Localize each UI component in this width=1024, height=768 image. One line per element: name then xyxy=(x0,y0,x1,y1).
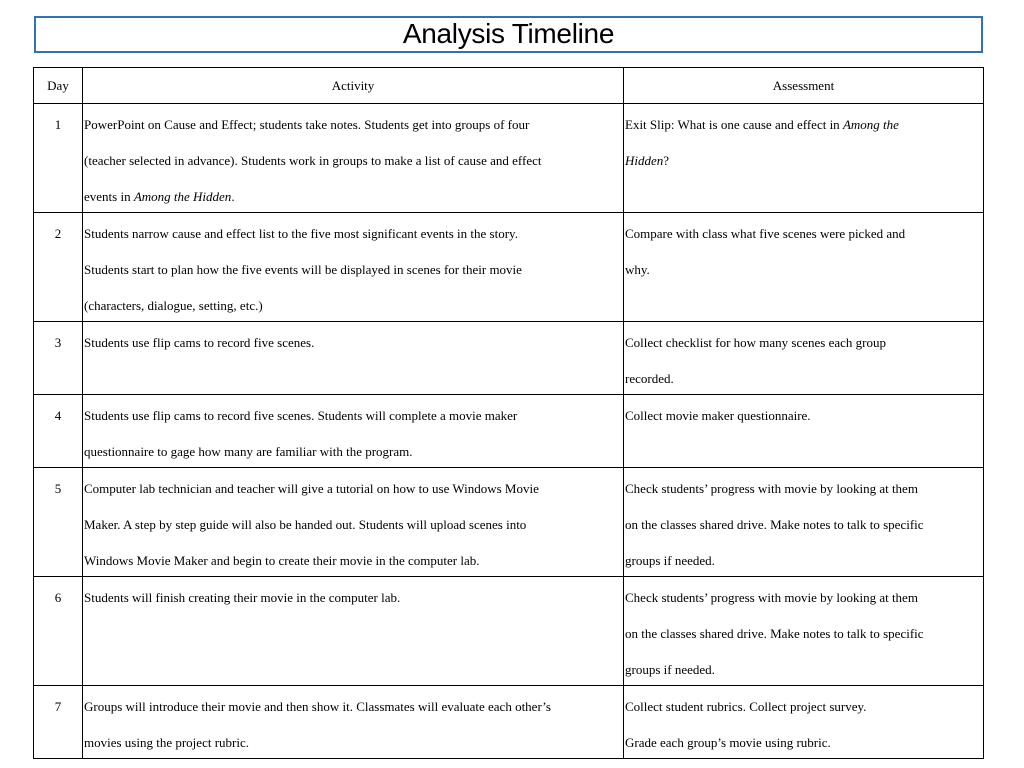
assessment-cell xyxy=(624,104,984,213)
activity-line: Groups will introduce their movie and then show it. Classmates will evaluate each other’s xyxy=(84,699,551,714)
day-number: 6 xyxy=(54,590,62,605)
activity-line xyxy=(84,179,622,215)
assessment-line: on the classes shared drive. Make notes to talk to specific xyxy=(625,626,924,641)
table-row xyxy=(34,104,984,213)
assessment-cell xyxy=(624,577,984,686)
table-row xyxy=(34,686,984,759)
assessment-line: Compare with class what five scenes were picked and xyxy=(625,226,906,241)
day-number: 7 xyxy=(54,699,62,714)
assessment-line: why. xyxy=(625,262,650,277)
assessment-line: Collect student rubrics. Collect project survey. xyxy=(625,699,867,714)
activity-line: Students use flip cams to record five scenes. Students will complete a movie maker xyxy=(84,408,518,423)
day-number: 5 xyxy=(54,481,62,496)
table-row xyxy=(34,577,984,686)
activity-line: (characters, dialogue, setting, etc.) xyxy=(84,298,263,313)
timeline-table xyxy=(33,67,984,759)
activity-line: Students narrow cause and effect list to the five most significant events in the story. xyxy=(84,226,518,241)
book-title: Among the xyxy=(842,117,899,132)
day-number: 4 xyxy=(54,408,62,423)
assessment-line: groups if needed. xyxy=(625,553,715,568)
activity-text: . xyxy=(231,189,235,204)
header-activity: Activity xyxy=(83,68,624,104)
assessment-text: Exit Slip: What is one cause and effect in xyxy=(625,117,843,132)
assessment-line: Grade each group’s movie using rubric. xyxy=(625,735,831,750)
header-assessment: Assessment xyxy=(624,68,984,104)
assessment-cell xyxy=(624,322,984,395)
activity-line: movies using the project rubric. xyxy=(84,735,249,750)
activity-text: events in xyxy=(84,189,134,204)
activity-line: Students use flip cams to record five scenes. xyxy=(84,335,315,350)
assessment-cell xyxy=(624,213,984,322)
assessment-line: on the classes shared drive. Make notes to talk to specific xyxy=(625,517,924,532)
assessment-line: Check students’ progress with movie by looking at them xyxy=(625,481,918,496)
table-row xyxy=(34,322,984,395)
activity-line: Windows Movie Maker and begin to create their movie in the computer lab. xyxy=(84,553,480,568)
activity-line: Maker. A step by step guide will also be handed out. Students will upload scenes into xyxy=(84,517,527,532)
activity-cell xyxy=(83,395,624,468)
day-number: 1 xyxy=(54,117,62,132)
day-number: 3 xyxy=(54,335,62,350)
activity-line: (teacher selected in advance). Students work in groups to make a list of cause and effect xyxy=(84,153,542,168)
activity-cell xyxy=(83,686,624,759)
table-row xyxy=(34,395,984,468)
activity-cell xyxy=(83,577,624,686)
page-title: Analysis Timeline xyxy=(402,18,615,49)
activity-cell xyxy=(83,468,624,577)
assessment-line: groups if needed. xyxy=(625,662,715,677)
day-number: 2 xyxy=(54,226,62,241)
assessment-cell xyxy=(624,686,984,759)
assessment-line: Collect checklist for how many scenes each group xyxy=(625,335,886,350)
book-title: Among the Hidden xyxy=(133,189,232,204)
activity-cell xyxy=(83,213,624,322)
table-header-row xyxy=(34,68,984,104)
activity-line: PowerPoint on Cause and Effect; students take notes. Students get into groups of four xyxy=(84,117,530,132)
activity-cell xyxy=(83,104,624,213)
header-day: Day xyxy=(34,68,83,104)
table-row xyxy=(34,468,984,577)
book-title: Hidden xyxy=(625,153,664,168)
activity-line: Students will finish creating their movie in the computer lab. xyxy=(84,590,401,605)
assessment-line xyxy=(625,143,982,179)
assessment-line: Collect movie maker questionnaire. xyxy=(625,408,811,423)
assessment-line: Check students’ progress with movie by looking at them xyxy=(625,590,918,605)
assessment-line: recorded. xyxy=(625,371,674,386)
table-row xyxy=(34,213,984,322)
title-banner xyxy=(34,16,983,53)
activity-cell xyxy=(83,322,624,395)
activity-line: Students start to plan how the five events will be displayed in scenes for their movie xyxy=(84,262,522,277)
activity-line: Computer lab technician and teacher will give a tutorial on how to use Windows Movie xyxy=(84,481,539,496)
assessment-line xyxy=(625,107,982,143)
assessment-text: ? xyxy=(663,153,670,168)
activity-line: questionnaire to gage how many are familiar with the program. xyxy=(84,444,413,459)
assessment-cell xyxy=(624,468,984,577)
assessment-cell xyxy=(624,395,984,468)
